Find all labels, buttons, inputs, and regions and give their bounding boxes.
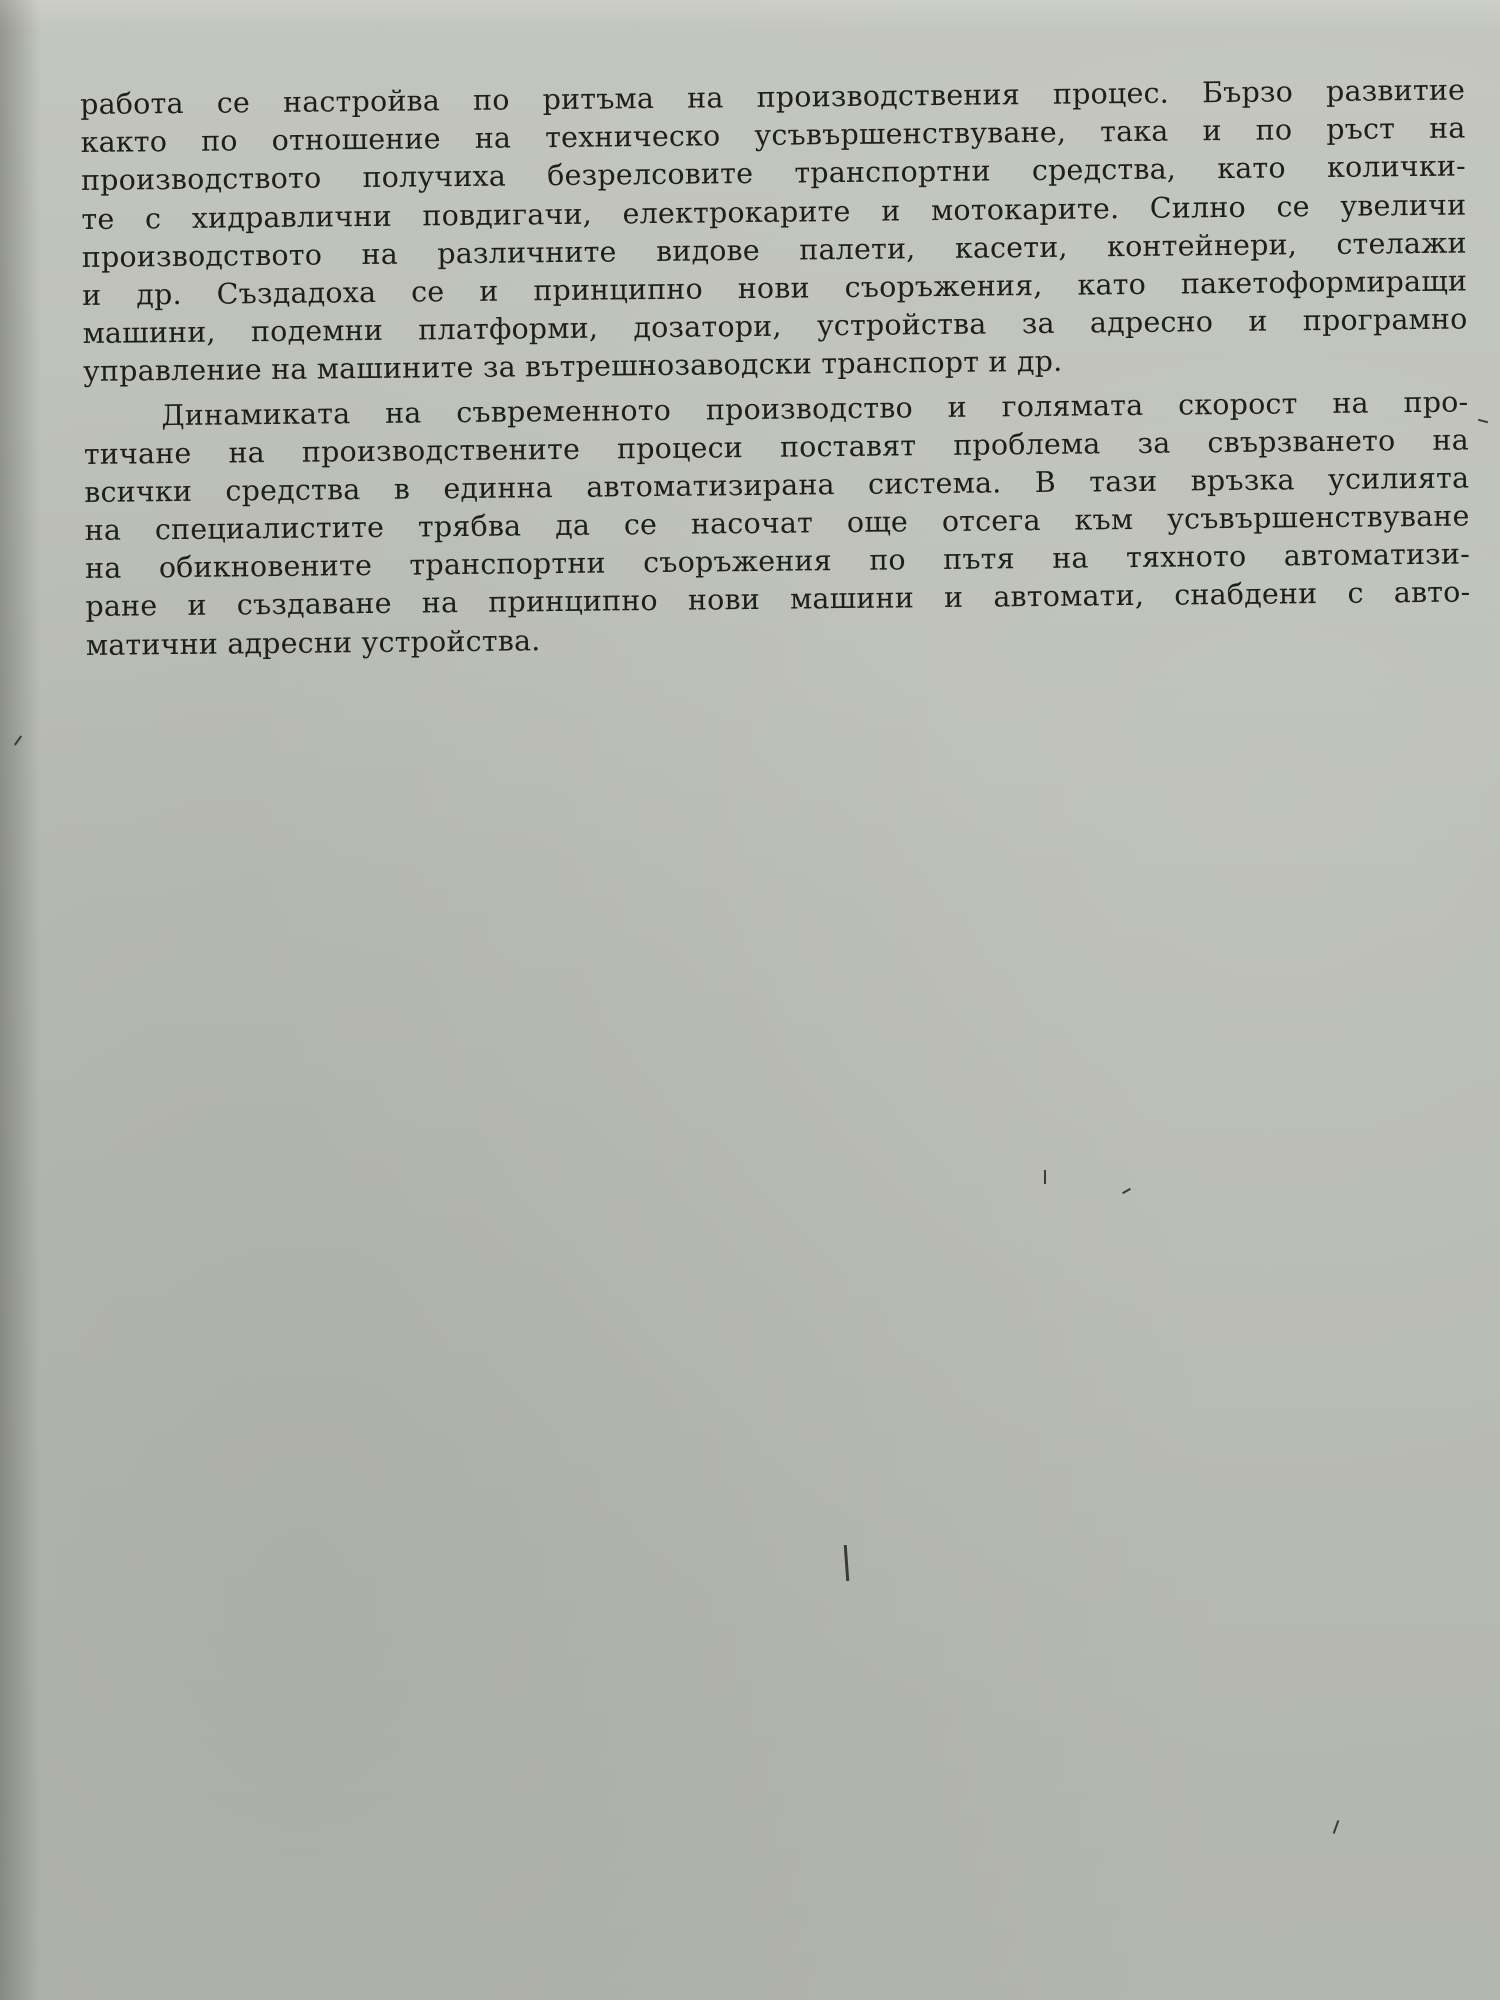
paper-speck: [1333, 1820, 1340, 1834]
text-line: Динамиката на съвременното производство и голямата скорост на про-: [161, 384, 1469, 432]
text-line: ране и създаване на принципно нови машини и автомати, снабдени с авто-: [85, 575, 1471, 624]
paper-speck: [1044, 1170, 1046, 1184]
text-line: управление на машините за вътрешнозаводски транспорт и др.: [82, 345, 1063, 389]
text-line: машини, подемни платформи, дозатори, устройства за адресно и програмно: [82, 302, 1468, 351]
body-text: [80, 71, 1471, 664]
paragraph-1: [80, 71, 1468, 391]
text-line: матични адресни устройства.: [85, 623, 541, 662]
text-line: на обикновените транспортни съоръжения по пътя на тяхното автоматизи-: [84, 537, 1471, 586]
binding-shadow: [0, 0, 40, 2000]
text-line: на специалистите трябва да се насочат още отсега към усъвършенствуване: [84, 499, 1470, 548]
paragraph-2: [83, 383, 1471, 665]
text-line: производството получиха безрелсовите транспортни средства, като колички-: [80, 149, 1467, 198]
paper-speck: [844, 1545, 850, 1581]
text-line: те с хидравлични повдигачи, електрокарите и мотокарите. Силно се увеличи: [81, 188, 1467, 236]
paper-speck: [1478, 419, 1488, 424]
text-line: производството на различните видове палети, касети, контейнери, стелажи: [81, 226, 1467, 274]
text-line: тичане на производствените процеси поставят проблема за свързването на: [83, 423, 1469, 471]
text-line: и др. Създадоха се и принципно нови съоръжения, като пакетоформиращи: [82, 264, 1468, 312]
paper-speck: [1122, 1188, 1131, 1194]
text-line: както по отношение на техническо усъвършенствуване, така и по ръст на: [80, 111, 1466, 160]
text-line: работа се настройва по ритъма на производствения процес. Бързо развитие: [80, 73, 1466, 121]
top-highlight: [0, 0, 1500, 30]
text-line: всички средства в единна автоматизирана система. В тази връзка усилията: [84, 461, 1470, 509]
